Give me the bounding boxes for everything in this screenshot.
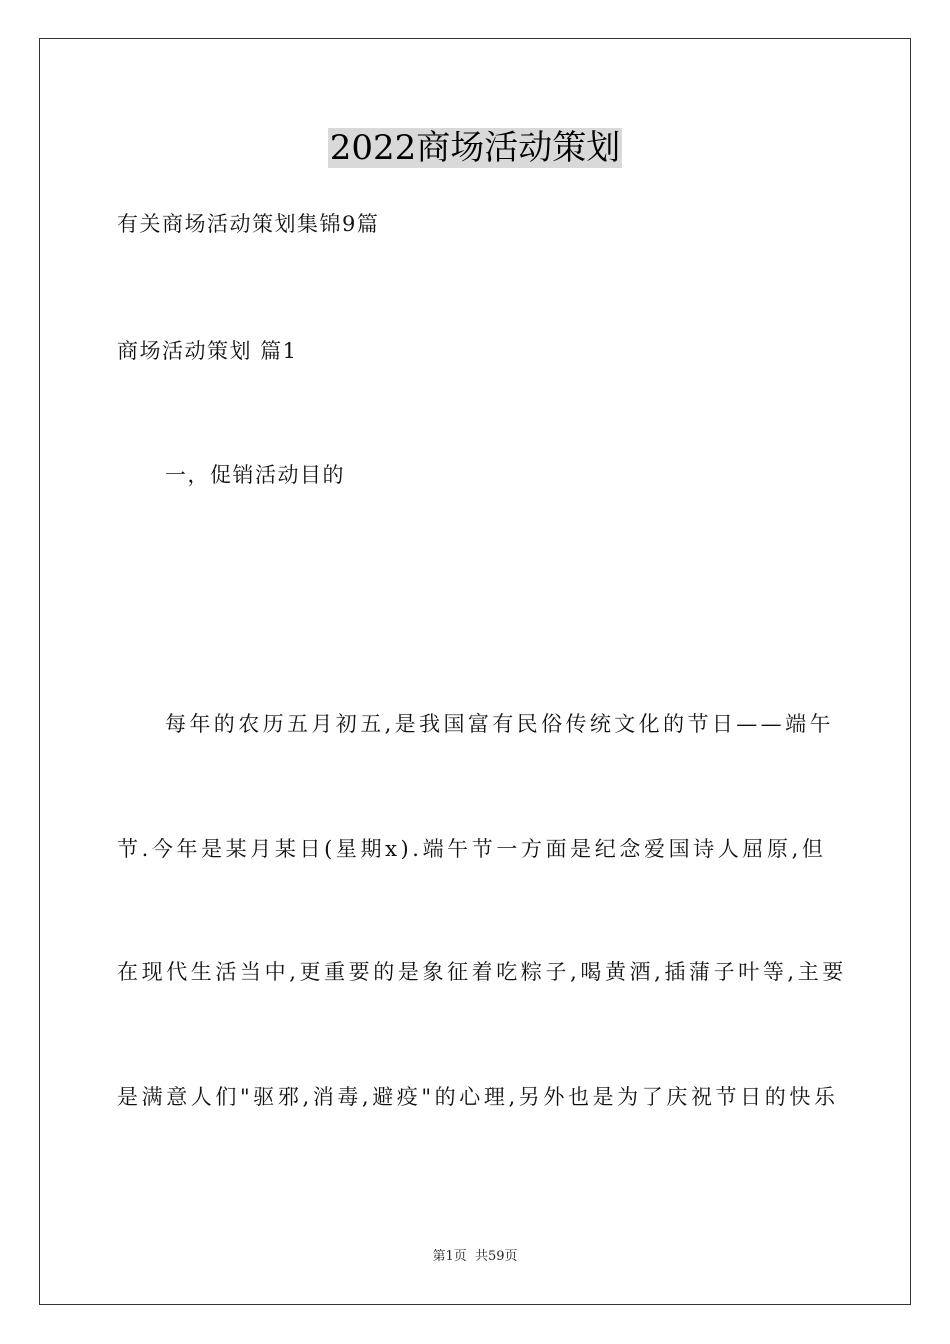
section-heading: 商场活动策划 篇1 — [117, 339, 298, 363]
document-title: 2022商场活动策划 — [329, 128, 621, 168]
paragraph-line: 节.今年是某月某日(星期x).端午节一方面是纪念爱国诗人屈原,但 — [117, 837, 827, 861]
paragraph-line: 每年的农历五月初五,是我国富有民俗传统文化的节日——端午 — [165, 712, 834, 736]
paragraph-line: 在现代生活当中,更重要的是象征着吃粽子,喝黄酒,插蒲子叶等,主要 — [117, 960, 847, 984]
page-footer — [0, 1248, 950, 1266]
document-subtitle: 有关商场活动策划集锦9篇 — [117, 212, 380, 236]
title-container — [0, 128, 950, 168]
paragraph-line: 是满意人们"驱邪,消毒,避疫"的心理,另外也是为了庆祝节日的快乐 — [117, 1085, 839, 1109]
page-number: 第1页 — [432, 1249, 467, 1264]
total-pages: 共59页 — [474, 1249, 518, 1264]
subsection-heading: 一，促销活动目的 — [165, 463, 345, 487]
